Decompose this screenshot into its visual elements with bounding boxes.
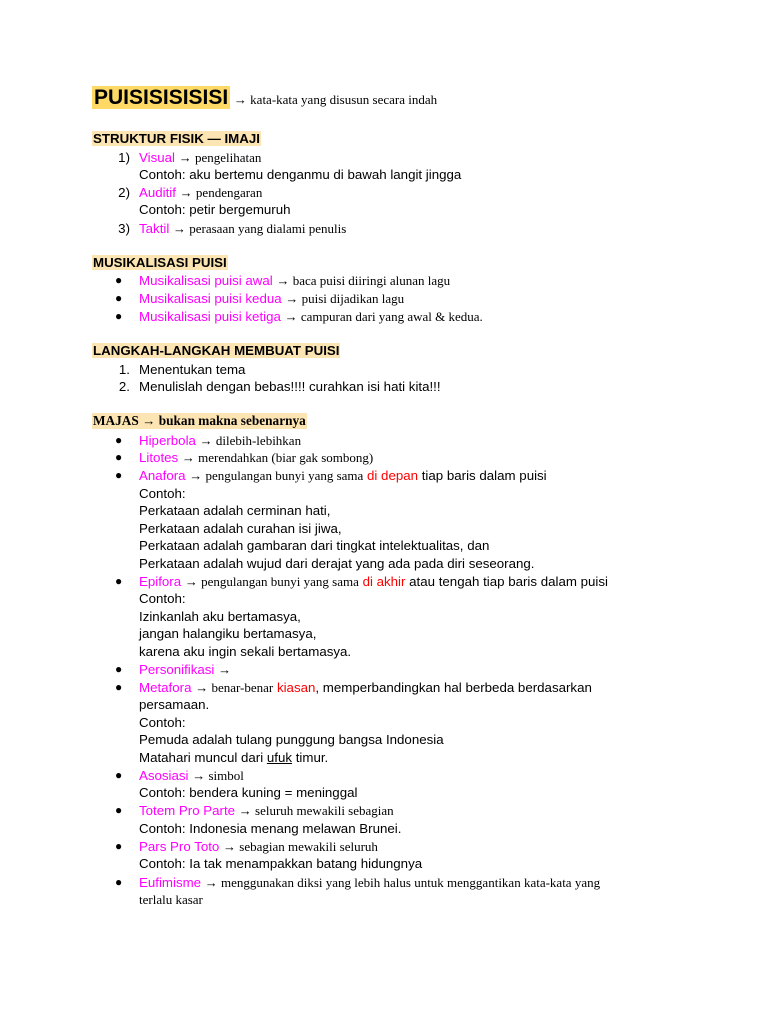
example-visual: Contoh: aku bertemu denganmu di bawah langit jingga: [139, 167, 462, 182]
list-number: 3): [118, 221, 130, 236]
list-item-pars-pro-toto: Pars Pro Toto → sebagian mewakili seluruh: [139, 839, 378, 854]
list-item-taktil: Taktil → perasaan yang dialami penulis: [139, 221, 347, 236]
bullet: ●: [115, 574, 123, 588]
contoh-label: Contoh:: [139, 486, 186, 501]
list-item-hiperbola: Hiperbola → dilebih-lebihkan: [139, 433, 302, 448]
bullet: ●: [115, 803, 123, 817]
heading-majas: MAJAS → bukan makna sebenarnya: [93, 413, 306, 428]
bullet: ●: [115, 273, 123, 287]
bullet: ●: [115, 433, 123, 447]
list-item-visual: Visual → pengelihatan: [139, 150, 262, 165]
list-item-musikalisasi-awal: Musikalisasi puisi awal → baca puisi diiringi alunan lagu: [139, 273, 451, 288]
list-number: 2): [118, 185, 130, 200]
example-line: Pemuda adalah tulang punggung bangsa Indonesia: [139, 732, 444, 747]
bullet: ●: [115, 309, 123, 323]
title-row: [92, 86, 437, 110]
bullet: ●: [115, 680, 123, 694]
term-visual: Visual: [139, 150, 175, 165]
bullet: ●: [115, 662, 123, 676]
list-number: 1.: [118, 362, 130, 377]
example-pars: Contoh: Ia tak menampakkan batang hidungnya: [139, 856, 423, 871]
bullet: ●: [115, 450, 123, 464]
example-line: Perkataan adalah curahan isi jiwa,: [139, 521, 342, 536]
bullet: ●: [115, 875, 123, 889]
example-line: Perkataan adalah wujud dari derajat yang ada pada diri seseorang.: [139, 556, 535, 571]
list-item-litotes: Litotes → merendahkan (biar gak sombong): [139, 450, 374, 465]
title-description: → kata-kata yang disusun secara indah: [233, 92, 438, 107]
list-item-epifora: Epifora → pengulangan bunyi yang sama di akhir atau tengah tiap baris dalam puisi: [139, 574, 608, 589]
example-line: karena aku ingin sekali bertamasya.: [139, 644, 352, 659]
bullet: ●: [115, 291, 123, 305]
list-item-langkah-2: Menulislah dengan bebas!!!! curahkan isi hati kita!!!: [139, 379, 441, 394]
page-title: PUISISISISISI: [94, 86, 229, 109]
heading-imaji: STRUKTUR FISIK — IMAJI: [93, 131, 260, 146]
example-auditif: Contoh: petir bergemuruh: [139, 202, 291, 217]
list-item-totem-pro-parte: Totem Pro Parte → seluruh mewakili sebagian: [139, 803, 394, 818]
list-number: 2.: [118, 379, 130, 394]
list-item-personifikasi: Personifikasi →: [139, 662, 232, 677]
contoh-label: Contoh:: [139, 715, 186, 730]
example-line: Matahari muncul dari ufuk timur.: [139, 750, 329, 765]
example-asosiasi: Contoh: bendera kuning = meninggal: [139, 785, 358, 800]
example-line: jangan halangiku bertamasya,: [139, 626, 317, 641]
list-item-metafora: Metafora → benar-benar kiasan, memperbandingkan hal berbeda berdasarkan: [139, 680, 592, 695]
list-item-anafora: Anafora → pengulangan bunyi yang sama di depan tiap baris dalam puisi: [139, 468, 547, 483]
heading-langkah: LANGKAH-LANGKAH MEMBUAT PUISI: [93, 343, 340, 358]
list-item-asosiasi: Asosiasi → simbol: [139, 768, 244, 783]
bullet: ●: [115, 468, 123, 482]
metafora-continuation: persamaan.: [139, 697, 210, 712]
list-item-langkah-1: Menentukan tema: [139, 362, 246, 377]
bullet: ●: [115, 768, 123, 782]
list-item-auditif: Auditif → pendengaran: [139, 185, 263, 200]
eufimisme-continuation: terlalu kasar: [139, 892, 203, 907]
heading-musikalisasi: MUSIKALISASI PUISI: [93, 255, 227, 270]
contoh-label: Contoh:: [139, 591, 186, 606]
example-line: Izinkanlah aku bertamasya,: [139, 609, 301, 624]
list-item-musikalisasi-ketiga: Musikalisasi puisi ketiga → campuran dari yang awal & kedua.: [139, 309, 483, 324]
example-line: Perkataan adalah cerminan hati,: [139, 503, 331, 518]
example-totem: Contoh: Indonesia menang melawan Brunei.: [139, 821, 402, 836]
list-item-eufimisme: Eufimisme → menggunakan diksi yang lebih halus untuk menggantikan kata-kata yang: [139, 875, 601, 890]
bullet: ●: [115, 839, 123, 853]
list-number: 1): [118, 150, 130, 165]
list-item-musikalisasi-kedua: Musikalisasi puisi kedua → puisi dijadikan lagu: [139, 291, 405, 306]
example-line: Perkataan adalah gambaran dari tingkat intelektualitas, dan: [139, 538, 490, 553]
